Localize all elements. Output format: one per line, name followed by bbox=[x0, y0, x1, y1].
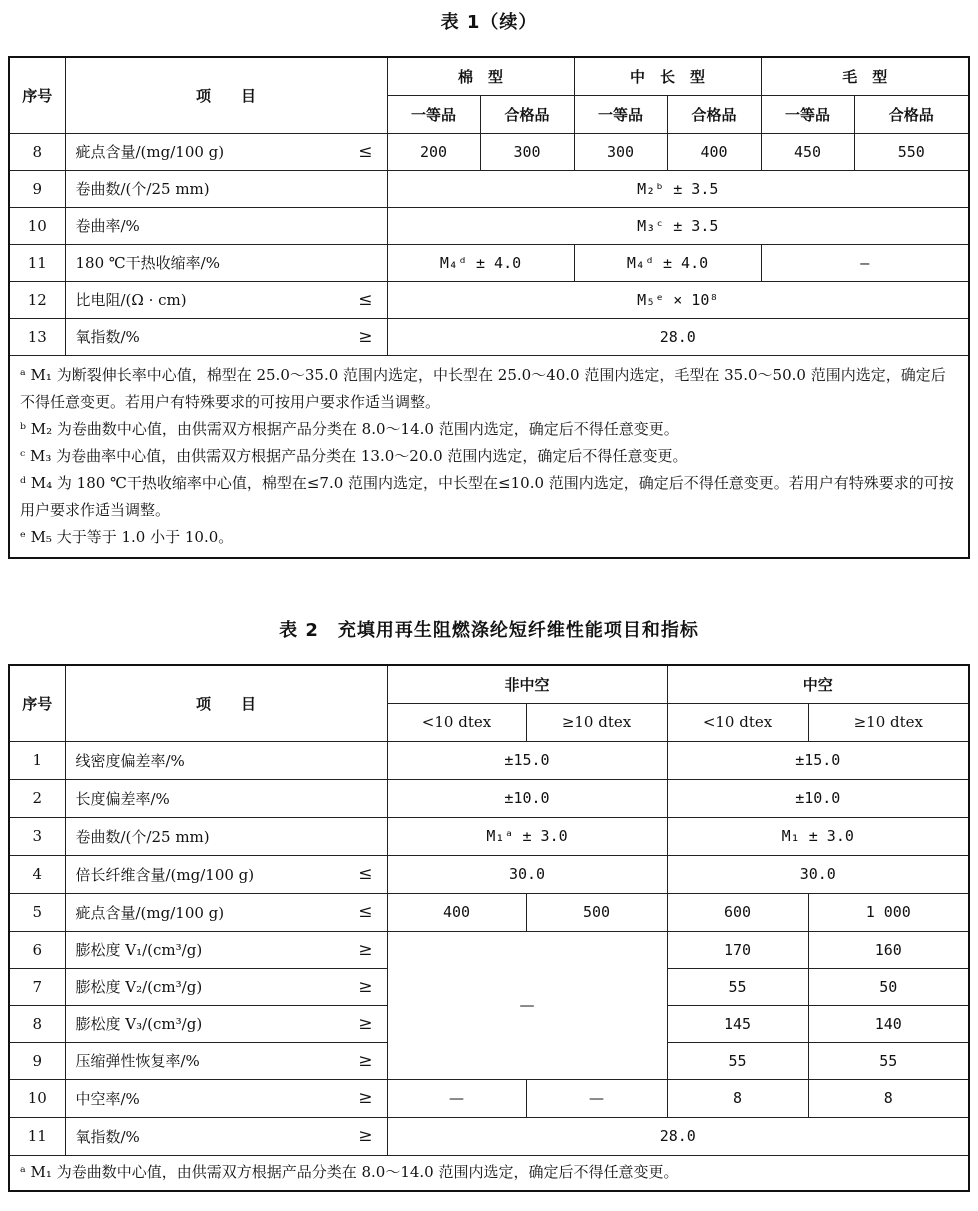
table1-group-wool: 毛 型 bbox=[761, 57, 969, 95]
value-cell: — bbox=[526, 1079, 667, 1117]
table1-seq-header: 序号 bbox=[9, 57, 65, 133]
value-cell: 30.0 bbox=[667, 855, 969, 893]
item-label: 膨松度 V₁/(cm³/g) bbox=[75, 941, 203, 959]
limit-symbol: ≥ bbox=[358, 1088, 373, 1108]
footnote: ᵉ M₅ 大于等于 1.0 小于 10.0。 bbox=[20, 527, 234, 546]
table1-grade: 合格品 bbox=[854, 95, 969, 133]
limit-symbol: ≥ bbox=[358, 1126, 373, 1146]
table2-footnotes bbox=[9, 1155, 969, 1191]
value-cell: 8 bbox=[808, 1079, 969, 1117]
value-cell: 140 bbox=[808, 1005, 969, 1042]
table-row bbox=[9, 133, 969, 170]
table2-group-nonhollow: 非中空 bbox=[387, 665, 667, 703]
value-cell: 450 bbox=[761, 133, 854, 170]
table-row bbox=[9, 244, 969, 281]
item-label: 卷曲数/(个/25 mm) bbox=[75, 827, 210, 846]
row-number: 11 bbox=[9, 244, 65, 281]
table1 bbox=[8, 56, 970, 559]
table-row bbox=[9, 318, 969, 355]
table-row bbox=[9, 170, 969, 207]
table2-seq-header: 序号 bbox=[9, 665, 65, 741]
value-cell: 500 bbox=[526, 893, 667, 931]
footnote: ᵃ M₁ 为断裂伸长率中心值，棉型在 25.0～35.0 范围内选定，中长型在 25.0～40.0 范围内选定，毛型在 35.0～50.0 范围内选定，确定后不得任意变更。若用户有特殊要求的可按用户要求作适当调整。 bbox=[20, 365, 946, 411]
footnote: ᵇ M₂ 为卷曲数中心值，由供需双方根据产品分类在 8.0～14.0 范围内选定，确定后不得任意变更。 bbox=[20, 419, 679, 438]
row-item bbox=[65, 207, 387, 244]
row-item bbox=[65, 817, 387, 855]
table2 bbox=[8, 664, 970, 1192]
value-cell: 160 bbox=[808, 931, 969, 968]
row-item bbox=[65, 741, 387, 779]
table-row bbox=[9, 281, 969, 318]
limit-symbol: ≥ bbox=[358, 1050, 373, 1071]
value-cell: M₄ᵈ ± 4.0 bbox=[574, 244, 761, 281]
table-row bbox=[9, 1117, 969, 1155]
row-number: 2 bbox=[9, 779, 65, 817]
row-item bbox=[65, 1042, 387, 1079]
value-cell: ±15.0 bbox=[387, 741, 667, 779]
value-cell: 55 bbox=[808, 1042, 969, 1079]
item-label: 疵点含量/(mg/100 g) bbox=[75, 903, 225, 922]
limit-symbol: ≥ bbox=[358, 939, 373, 960]
table-row bbox=[9, 893, 969, 931]
row-item bbox=[65, 244, 387, 281]
item-label: 膨松度 V₂/(cm³/g) bbox=[75, 978, 203, 996]
value-cell: 550 bbox=[854, 133, 969, 170]
table1-item-header: 项 目 bbox=[65, 57, 387, 133]
value-cell: — bbox=[761, 244, 969, 281]
value-cell: 55 bbox=[667, 968, 808, 1005]
item-label: 180 ℃干热收缩率/% bbox=[75, 254, 220, 272]
item-label: 中空率/% bbox=[75, 1089, 140, 1108]
row-item bbox=[65, 281, 387, 318]
table2-sub-header: <10 dtex bbox=[667, 703, 808, 741]
table-row bbox=[9, 779, 969, 817]
value-cell: 50 bbox=[808, 968, 969, 1005]
row-number: 10 bbox=[9, 1079, 65, 1117]
table-row bbox=[9, 855, 969, 893]
row-item bbox=[65, 931, 387, 968]
limit-symbol: ≥ bbox=[358, 326, 373, 347]
row-number: 10 bbox=[9, 207, 65, 244]
table-row bbox=[9, 931, 969, 968]
value-cell: ±10.0 bbox=[387, 779, 667, 817]
value-cell: 28.0 bbox=[387, 1117, 969, 1155]
table1-grade: 合格品 bbox=[667, 95, 761, 133]
value-cell: M₅ᵉ × 10⁸ bbox=[387, 281, 969, 318]
row-number: 12 bbox=[9, 281, 65, 318]
row-number: 8 bbox=[9, 1005, 65, 1042]
item-label: 氧指数/% bbox=[75, 1127, 140, 1146]
value-cell: M₃ᶜ ± 3.5 bbox=[387, 207, 969, 244]
item-label: 膨松度 V₃/(cm³/g) bbox=[75, 1015, 203, 1033]
row-item bbox=[65, 855, 387, 893]
row-number: 8 bbox=[9, 133, 65, 170]
limit-symbol: ≥ bbox=[358, 976, 373, 997]
table1-grade: 一等品 bbox=[387, 95, 480, 133]
value-cell: — bbox=[387, 1079, 526, 1117]
nonhollow-na-cell: — bbox=[387, 931, 667, 1079]
row-number: 6 bbox=[9, 931, 65, 968]
limit-symbol: ≥ bbox=[358, 1013, 373, 1034]
row-number: 3 bbox=[9, 817, 65, 855]
value-cell: ±15.0 bbox=[667, 741, 969, 779]
table-row bbox=[9, 207, 969, 244]
table2-sub-header: ≥10 dtex bbox=[526, 703, 667, 741]
row-item bbox=[65, 1117, 387, 1155]
value-cell: 200 bbox=[387, 133, 480, 170]
item-label: 氧指数/% bbox=[75, 328, 140, 346]
table2-caption: 表 2 充填用再生阻燃涤纶短纤维性能项目和指标 bbox=[279, 620, 699, 641]
row-item bbox=[65, 170, 387, 207]
row-item bbox=[65, 779, 387, 817]
value-cell: M₂ᵇ ± 3.5 bbox=[387, 170, 969, 207]
footnote: ᵈ M₄ 为 180 ℃干热收缩率中心值，棉型在≤7.0 范围内选定，中长型在≤10.0 范围内选定，确定后不得任意变更。若用户有特殊要求的可按用户要求作适当调整。 bbox=[20, 473, 954, 519]
row-number: 13 bbox=[9, 318, 65, 355]
table1-grade: 合格品 bbox=[480, 95, 574, 133]
table2-item-header: 项 目 bbox=[65, 665, 387, 741]
row-number: 1 bbox=[9, 741, 65, 779]
value-cell: 300 bbox=[480, 133, 574, 170]
table1-grade: 一等品 bbox=[761, 95, 854, 133]
item-label: 线密度偏差率/% bbox=[75, 751, 185, 770]
table-row bbox=[9, 741, 969, 779]
value-cell: 55 bbox=[667, 1042, 808, 1079]
row-number: 5 bbox=[9, 893, 65, 931]
limit-symbol: ≤ bbox=[358, 864, 373, 884]
value-cell: 600 bbox=[667, 893, 808, 931]
row-number: 7 bbox=[9, 968, 65, 1005]
row-number: 9 bbox=[9, 1042, 65, 1079]
limit-symbol: ≤ bbox=[358, 141, 373, 162]
row-item bbox=[65, 968, 387, 1005]
row-number: 11 bbox=[9, 1117, 65, 1155]
item-label: 卷曲数/(个/25 mm) bbox=[75, 180, 210, 198]
row-item bbox=[65, 133, 387, 170]
table1-grade: 一等品 bbox=[574, 95, 667, 133]
table1-group-cotton: 棉 型 bbox=[387, 57, 574, 95]
row-number: 4 bbox=[9, 855, 65, 893]
footnote: ᶜ M₃ 为卷曲率中心值，由供需双方根据产品分类在 13.0～20.0 范围内选定，确定后不得任意变更。 bbox=[20, 446, 688, 465]
value-cell: 300 bbox=[574, 133, 667, 170]
limit-symbol: ≤ bbox=[358, 289, 373, 310]
item-label: 卷曲率/% bbox=[75, 217, 140, 235]
table-row bbox=[9, 1079, 969, 1117]
item-label: 倍长纤维含量/(mg/100 g) bbox=[75, 865, 255, 884]
value-cell: 170 bbox=[667, 931, 808, 968]
table2-group-hollow: 中空 bbox=[667, 665, 969, 703]
value-cell: M₄ᵈ ± 4.0 bbox=[387, 244, 574, 281]
table1-footnotes bbox=[9, 355, 969, 558]
row-item bbox=[65, 893, 387, 931]
value-cell: M₁ ± 3.0 bbox=[667, 817, 969, 855]
value-cell: ±10.0 bbox=[667, 779, 969, 817]
item-label: 压缩弹性恢复率/% bbox=[75, 1052, 200, 1070]
value-cell: 400 bbox=[667, 133, 761, 170]
value-cell: 8 bbox=[667, 1079, 808, 1117]
limit-symbol: ≤ bbox=[358, 902, 373, 922]
value-cell: 400 bbox=[387, 893, 526, 931]
item-label: 比电阻/(Ω · cm) bbox=[75, 291, 187, 309]
table2-sub-header: <10 dtex bbox=[387, 703, 526, 741]
value-cell: 1 000 bbox=[808, 893, 969, 931]
value-cell: 30.0 bbox=[387, 855, 667, 893]
table1-caption: 表 1（续） bbox=[440, 12, 538, 33]
row-item bbox=[65, 1005, 387, 1042]
footnote: ᵃ M₁ 为卷曲数中心值，由供需双方根据产品分类在 8.0～14.0 范围内选定，确定后不得任意变更。 bbox=[20, 1163, 679, 1182]
value-cell: M₁ᵃ ± 3.0 bbox=[387, 817, 667, 855]
table-row bbox=[9, 817, 969, 855]
row-item bbox=[65, 1079, 387, 1117]
value-cell: 145 bbox=[667, 1005, 808, 1042]
item-label: 长度偏差率/% bbox=[75, 789, 170, 808]
table2-sub-header: ≥10 dtex bbox=[808, 703, 969, 741]
row-item bbox=[65, 318, 387, 355]
row-number: 9 bbox=[9, 170, 65, 207]
table1-group-midlength: 中 长 型 bbox=[574, 57, 761, 95]
value-cell: 28.0 bbox=[387, 318, 969, 355]
item-label: 疵点含量/(mg/100 g) bbox=[75, 143, 225, 161]
